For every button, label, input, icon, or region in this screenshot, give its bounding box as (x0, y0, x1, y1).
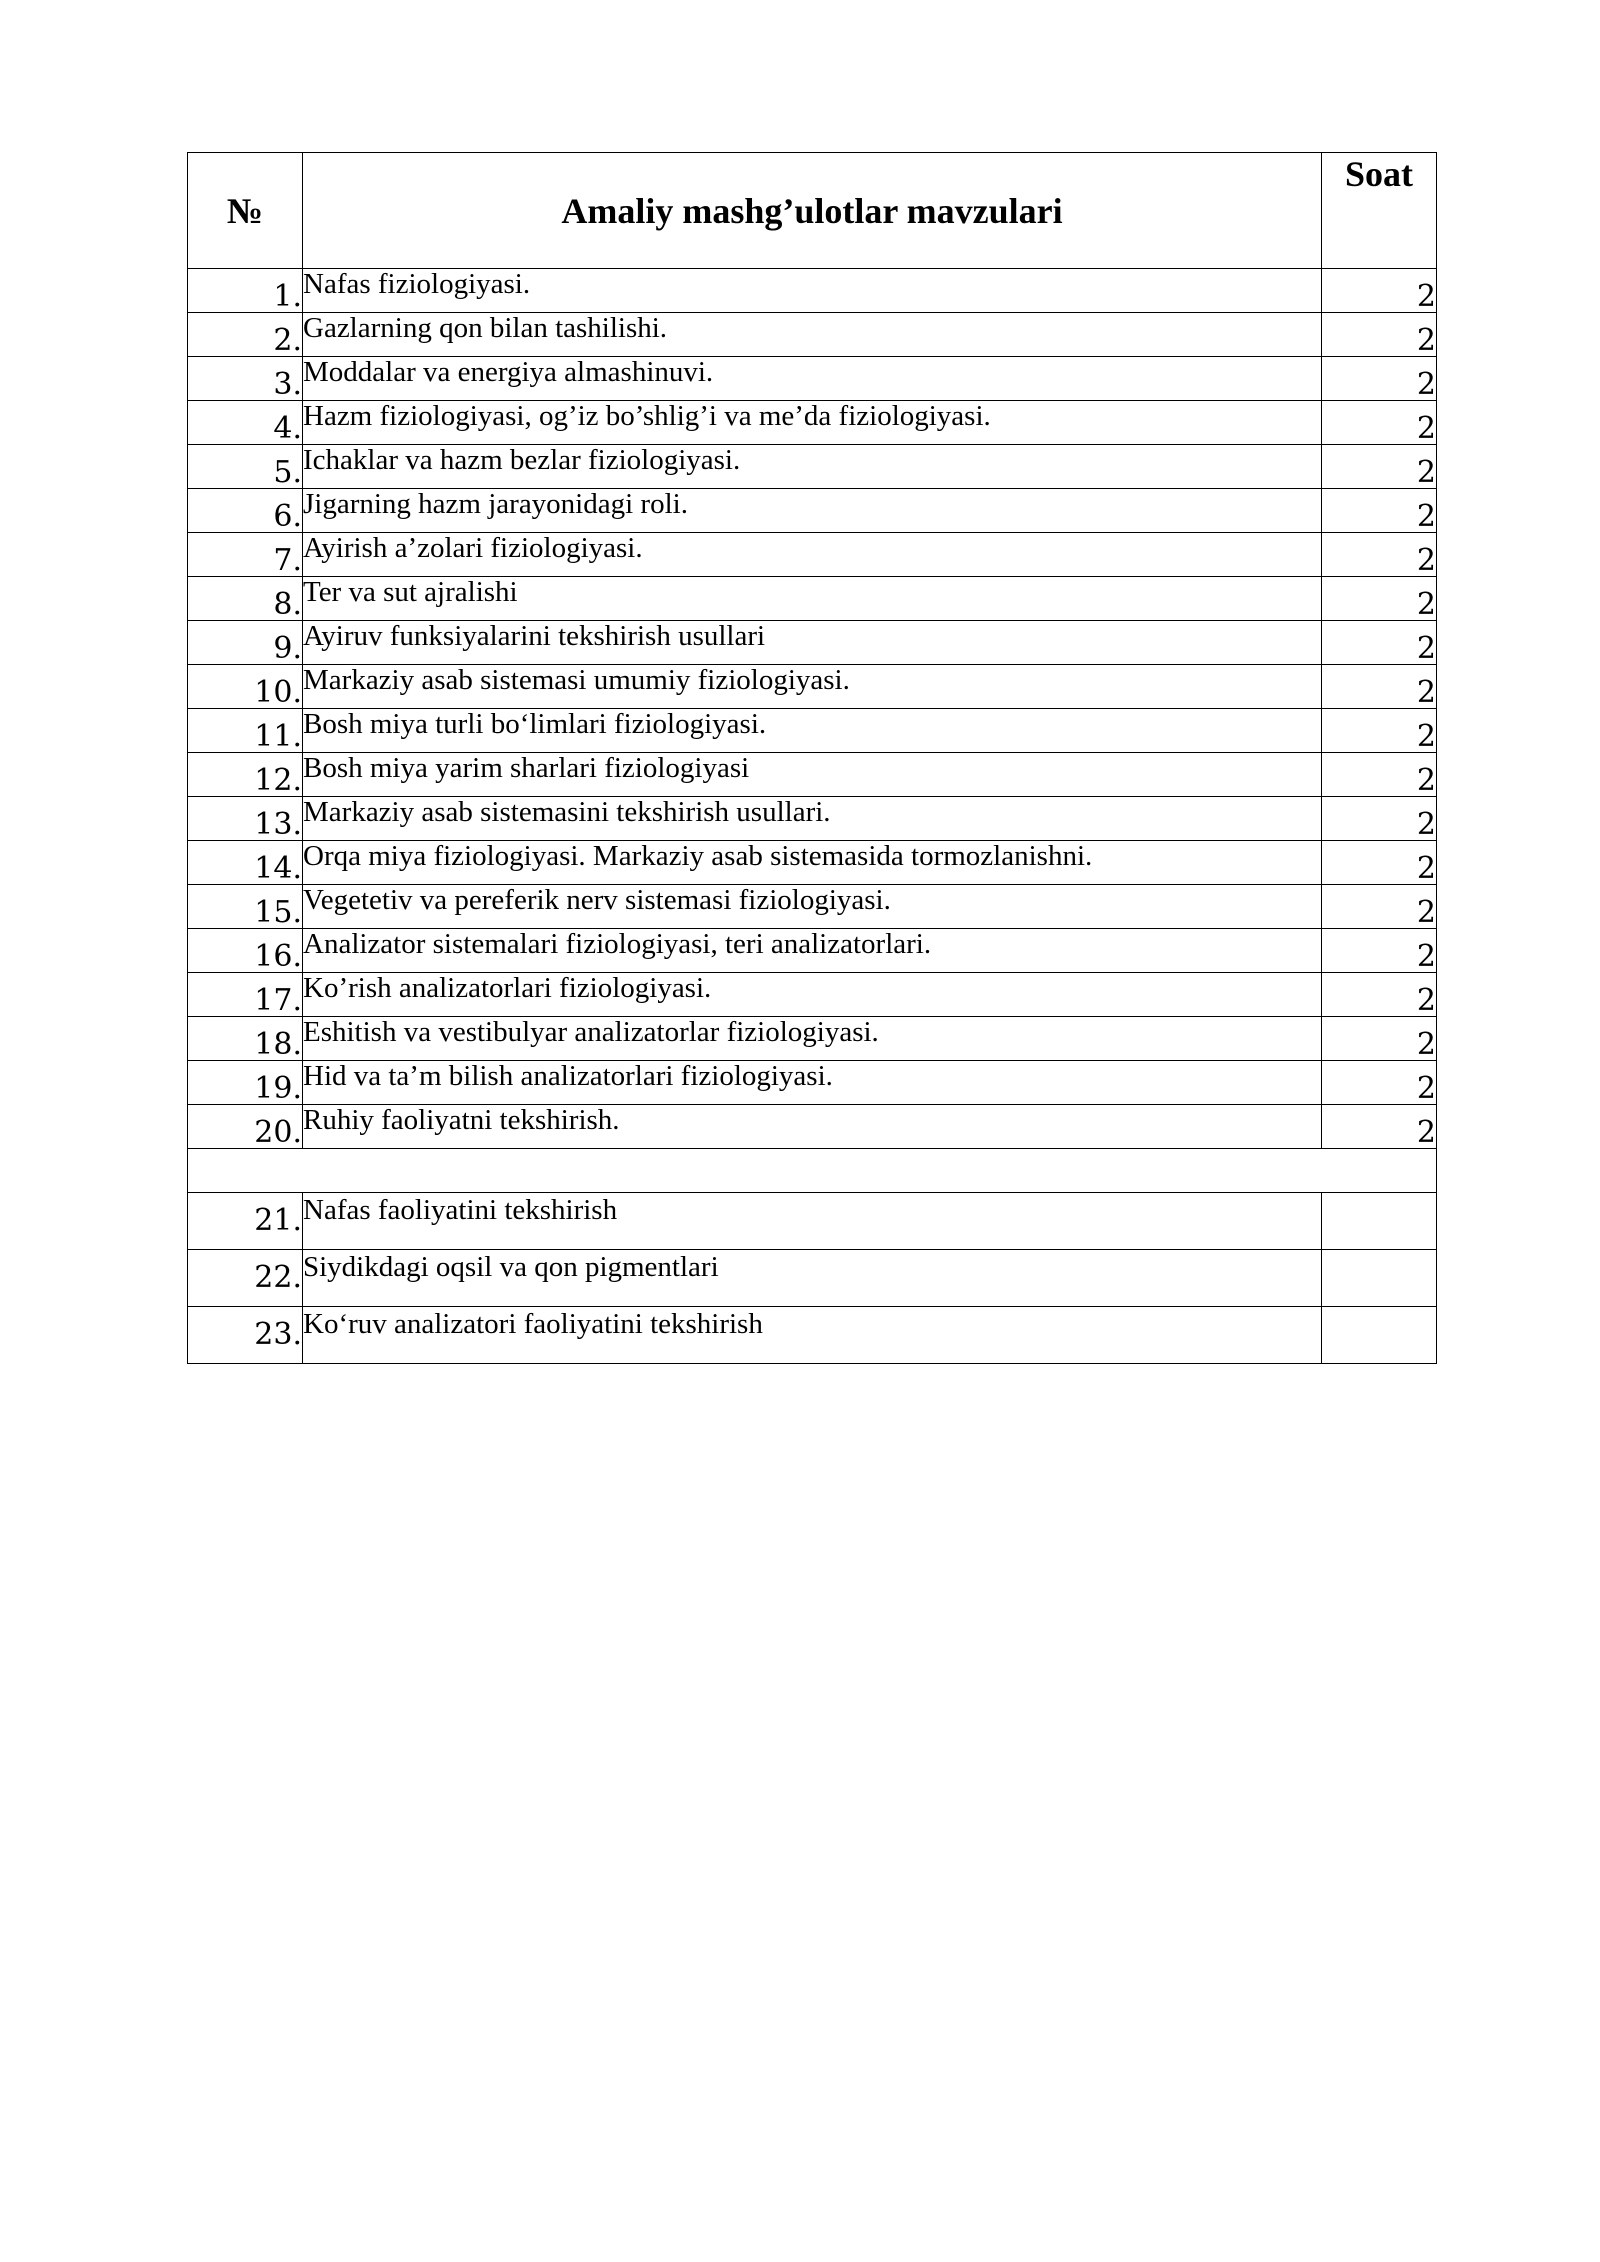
row-title: Hazm fiziologiyasi, og’iz bo’shlig’i va me’da fiziologiyasi. (303, 401, 1322, 445)
table-row (188, 621, 1437, 665)
table-row (188, 269, 1437, 313)
table-row (188, 1250, 1437, 1307)
row-number: 4. (188, 401, 303, 445)
row-hours (1322, 1250, 1437, 1307)
row-number: 16. (188, 929, 303, 973)
row-hours: 2 (1322, 1017, 1437, 1061)
row-number: 17. (188, 973, 303, 1017)
row-title: Orqa miya fiziologiyasi. Markaziy asab sistemasida tormozlanishni. (303, 841, 1322, 885)
table-row (188, 665, 1437, 709)
row-hours: 2 (1322, 885, 1437, 929)
row-title: Ko’rish analizatorlari fiziologiyasi. (303, 973, 1322, 1017)
row-number: 10. (188, 665, 303, 709)
row-title: Markaziy asab sistemasi umumiy fiziologiyasi. (303, 665, 1322, 709)
table-body (188, 269, 1437, 1364)
table-header-row (188, 153, 1437, 269)
row-hours: 2 (1322, 357, 1437, 401)
row-hours: 2 (1322, 929, 1437, 973)
table-row (188, 1307, 1437, 1364)
row-hours: 2 (1322, 841, 1437, 885)
table-row (188, 357, 1437, 401)
row-title: Analizator sistemalari fiziologiyasi, teri analizatorlari. (303, 929, 1322, 973)
row-hours: 2 (1322, 797, 1437, 841)
table-row (188, 1105, 1437, 1149)
row-number: 7. (188, 533, 303, 577)
row-number: 19. (188, 1061, 303, 1105)
row-number: 5. (188, 445, 303, 489)
row-hours: 2 (1322, 1061, 1437, 1105)
row-number: 14. (188, 841, 303, 885)
header-hours: Soat (1322, 153, 1437, 269)
row-title: Ayiruv funksiyalarini tekshirish usullari (303, 621, 1322, 665)
row-number: 15. (188, 885, 303, 929)
row-title: Ruhiy faoliyatni tekshirish. (303, 1105, 1322, 1149)
table-row (188, 445, 1437, 489)
row-title: Ter va sut ajralishi (303, 577, 1322, 621)
row-hours (1322, 1307, 1437, 1364)
row-hours: 2 (1322, 533, 1437, 577)
spacer-cell (188, 1149, 1437, 1193)
row-title: Eshitish va vestibulyar analizatorlar fiziologiyasi. (303, 1017, 1322, 1061)
row-number: 12. (188, 753, 303, 797)
row-title: Nafas faoliyatini tekshirish (303, 1193, 1322, 1250)
row-number: 9. (188, 621, 303, 665)
header-number: № (188, 153, 303, 269)
row-hours: 2 (1322, 445, 1437, 489)
table-row (188, 885, 1437, 929)
row-title: Bosh miya yarim sharlari fiziologiyasi (303, 753, 1322, 797)
row-hours: 2 (1322, 401, 1437, 445)
row-number: 2. (188, 313, 303, 357)
table-row (188, 401, 1437, 445)
row-title: Moddalar va energiya almashinuvi. (303, 357, 1322, 401)
spacer-row (188, 1149, 1437, 1193)
table-row (188, 973, 1437, 1017)
table-row (188, 489, 1437, 533)
row-number: 1. (188, 269, 303, 313)
row-title: Siydikdagi oqsil va qon pigmentlari (303, 1250, 1322, 1307)
row-hours: 2 (1322, 665, 1437, 709)
row-number: 21. (188, 1193, 303, 1250)
row-number: 23. (188, 1307, 303, 1364)
row-number: 13. (188, 797, 303, 841)
table-row (188, 797, 1437, 841)
table-row (188, 1061, 1437, 1105)
table-row (188, 709, 1437, 753)
row-title: Ichaklar va hazm bezlar fiziologiyasi. (303, 445, 1322, 489)
row-number: 20. (188, 1105, 303, 1149)
row-title: Ko‘ruv analizatori faoliyatini tekshirish (303, 1307, 1322, 1364)
topics-table (187, 152, 1437, 1364)
row-hours: 2 (1322, 313, 1437, 357)
row-number: 11. (188, 709, 303, 753)
table-row (188, 577, 1437, 621)
row-hours: 2 (1322, 709, 1437, 753)
row-hours: 2 (1322, 753, 1437, 797)
row-number: 22. (188, 1250, 303, 1307)
row-hours: 2 (1322, 621, 1437, 665)
row-hours: 2 (1322, 269, 1437, 313)
row-title: Hid va ta’m bilish analizatorlari fiziologiyasi. (303, 1061, 1322, 1105)
row-number: 8. (188, 577, 303, 621)
row-title: Bosh miya turli bo‘limlari fiziologiyasi. (303, 709, 1322, 753)
row-number: 3. (188, 357, 303, 401)
table-row (188, 533, 1437, 577)
row-title: Jigarning hazm jarayonidagi roli. (303, 489, 1322, 533)
header-title: Amaliy mashg’ulotlar mavzulari (303, 153, 1322, 269)
row-title: Nafas fiziologiyasi. (303, 269, 1322, 313)
row-title: Ayirish a’zolari fiziologiyasi. (303, 533, 1322, 577)
row-hours (1322, 1193, 1437, 1250)
row-title: Markaziy asab sistemasini tekshirish usullari. (303, 797, 1322, 841)
row-title: Vegetetiv va pereferik nerv sistemasi fiziologiyasi. (303, 885, 1322, 929)
row-hours: 2 (1322, 973, 1437, 1017)
table-row (188, 929, 1437, 973)
table-row (188, 841, 1437, 885)
row-number: 18. (188, 1017, 303, 1061)
table-row (188, 1193, 1437, 1250)
row-hours: 2 (1322, 489, 1437, 533)
row-hours: 2 (1322, 577, 1437, 621)
table-row (188, 1017, 1437, 1061)
row-hours: 2 (1322, 1105, 1437, 1149)
table-row (188, 753, 1437, 797)
table-row (188, 313, 1437, 357)
row-title: Gazlarning qon bilan tashilishi. (303, 313, 1322, 357)
row-number: 6. (188, 489, 303, 533)
